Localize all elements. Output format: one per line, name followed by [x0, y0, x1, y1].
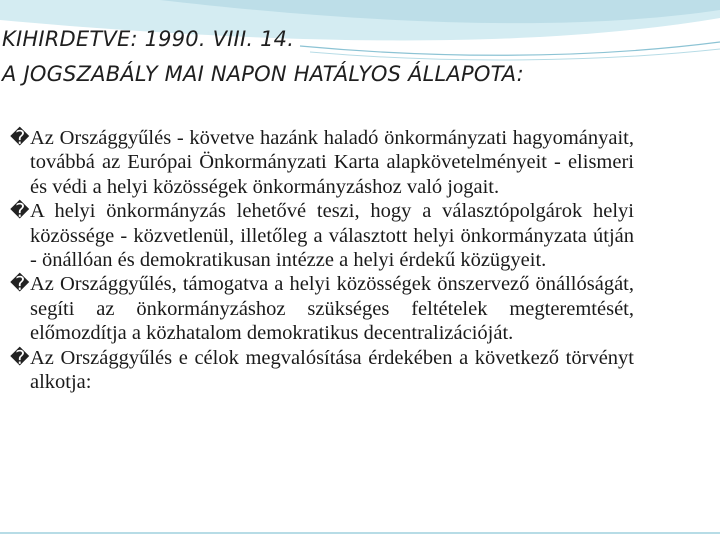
slide-body [10, 126, 634, 394]
paragraph-text: Az Országgyűlés e célok megvalósítása érdekében a következő törvényt alkotja: [30, 346, 634, 394]
slide-title-line-2: A JOGSZABÁLY MAI NAPON HATÁLYOS ÁLLAPOTA: [2, 62, 524, 86]
bullet-icon: � [10, 127, 30, 149]
wave-line-2 [310, 49, 720, 60]
paragraph-4 [10, 346, 634, 395]
paragraph-3 [10, 272, 634, 345]
bullet-icon: � [10, 273, 30, 296]
bullet-icon: � [10, 346, 30, 369]
slide-title-line-1: KIHIRDETVE: 1990. VIII. 14. [2, 27, 295, 51]
wave-line [300, 42, 720, 55]
paragraph-text: Az Országgyűlés - követve hazánk haladó önkormányzati hagyományait, továbbá az Európai Önkormányzati Karta alapkövetelményeit - elismeri és védi a helyi közösségek önkormányzáshoz való jogait. [30, 127, 634, 198]
paragraph-1 [10, 126, 634, 199]
paragraph-text: A helyi önkormányzás lehetővé teszi, hogy a választópolgárok helyi közössége - közvetlenül, illetőleg a választott helyi önkormányzata útján - önállóan és demokratikusan intézze a helyi érdekű közügyeit. [30, 200, 634, 272]
bullet-icon: � [10, 200, 30, 223]
paragraph-text: Az Országgyűlés, támogatva a helyi közösségek önszervező önállóságát, segíti az önkormányzáshoz szükséges feltételek megteremtését, előmozdítja a közhatalom demokratikus decentralizációját. [30, 273, 634, 345]
paragraph-2 [10, 199, 634, 272]
